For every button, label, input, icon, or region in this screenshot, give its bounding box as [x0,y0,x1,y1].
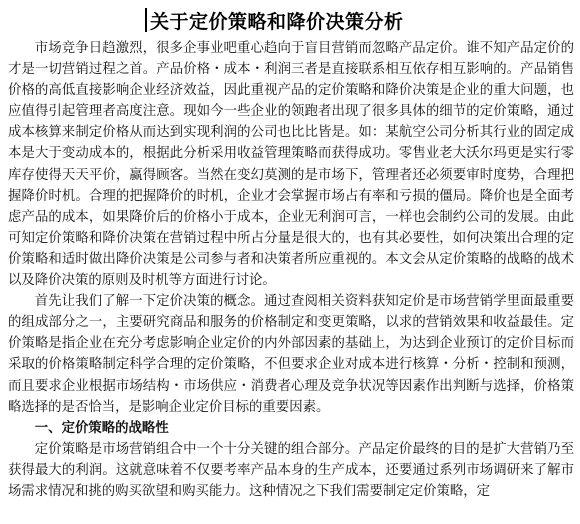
title-block [145,6,404,34]
title-marker-bar [145,8,147,32]
document-title: 关于定价策略和降价决策分析 [150,10,404,33]
concept-paragraph: 首先让我们了解一下定价决策的概念。通过查阅相关资料获知定价是市场营销学里面最重要的组成部分之一，主要研究商品和服务的价格制定和变更策略，以求的营销效果和收益最佳。定价策略是指企业在充分考虑影响企业定价的内外部因素的基础上，为达到企业预订的定价目标而采取的价格策略制定科学合理的定价策略，不但要求企业对成本进行核算・分析・控制和预测，而且要求企业根据市场结构・市场供应・消费者心理及竞争状况等因素作出判断与选择，价格策略选择的是否恰当，是影响企业定价目标的重要因素。 [8,294,574,415]
section-heading: 一、定价策略的战略性 [34,420,169,436]
document-body [8,38,574,502]
section-paragraph: 定价策略是市场营销组合中一个十分关键的组合部分。产品定价最终的目的是扩大营销乃至获得最大的利润。这就意味着不仅要考率产品本身的生产成本，还要通过系列市场调研来了解市场需求情况和挑的购买欲望和购买能力。这种情况之下我们需要制定定价策略，定 [8,441,574,499]
intro-paragraph: 市场竞争日趋激烈，很多企事业吧重心趋向于盲目营销而忽略产品定价。谁不知产品定价的才是一切营销过程之首。产品价格・成本・利润三者是直接联系相互依存相互影响的。产品销售价格的高低直接影响企业经济效益，因此重视产品的定价策略和降价决策是企业的重大问题，也应值得引起管理者高度注意。现如今一些企业的领跑者出现了很多具体的细节的定价策略，通过成本核算来制定价格从而达到实现利润的公司也比比皆是。如：某航空公司分析其行业的固定成本是大于变动成本的，根据此分析采用收益管理策略而获得成功。零售业老大沃尔玛更是实行零库存使得天天平价，赢得顾客。当然在变幻莫测的是市场下，管理者还必须要审时度势，合理把握降价时机。合理的把握降价的时机，企业才会掌握市场占有率和亏损的僵局。降价也是全面考虑产品的成本，如果降价后的价格小于成本，企业无利润可言，一样也会制约公司的发展。由此可知定价策略和降价决策在营销过程中所占分量是很大的，也有其必要性，如何决策出合理的定价策略和适时做出降价决策是公司参与者和决策者所应重视的。本文会从定价策略的战略的战术以及降价决策的原则及时机等方面进行讨论。 [8,41,574,289]
